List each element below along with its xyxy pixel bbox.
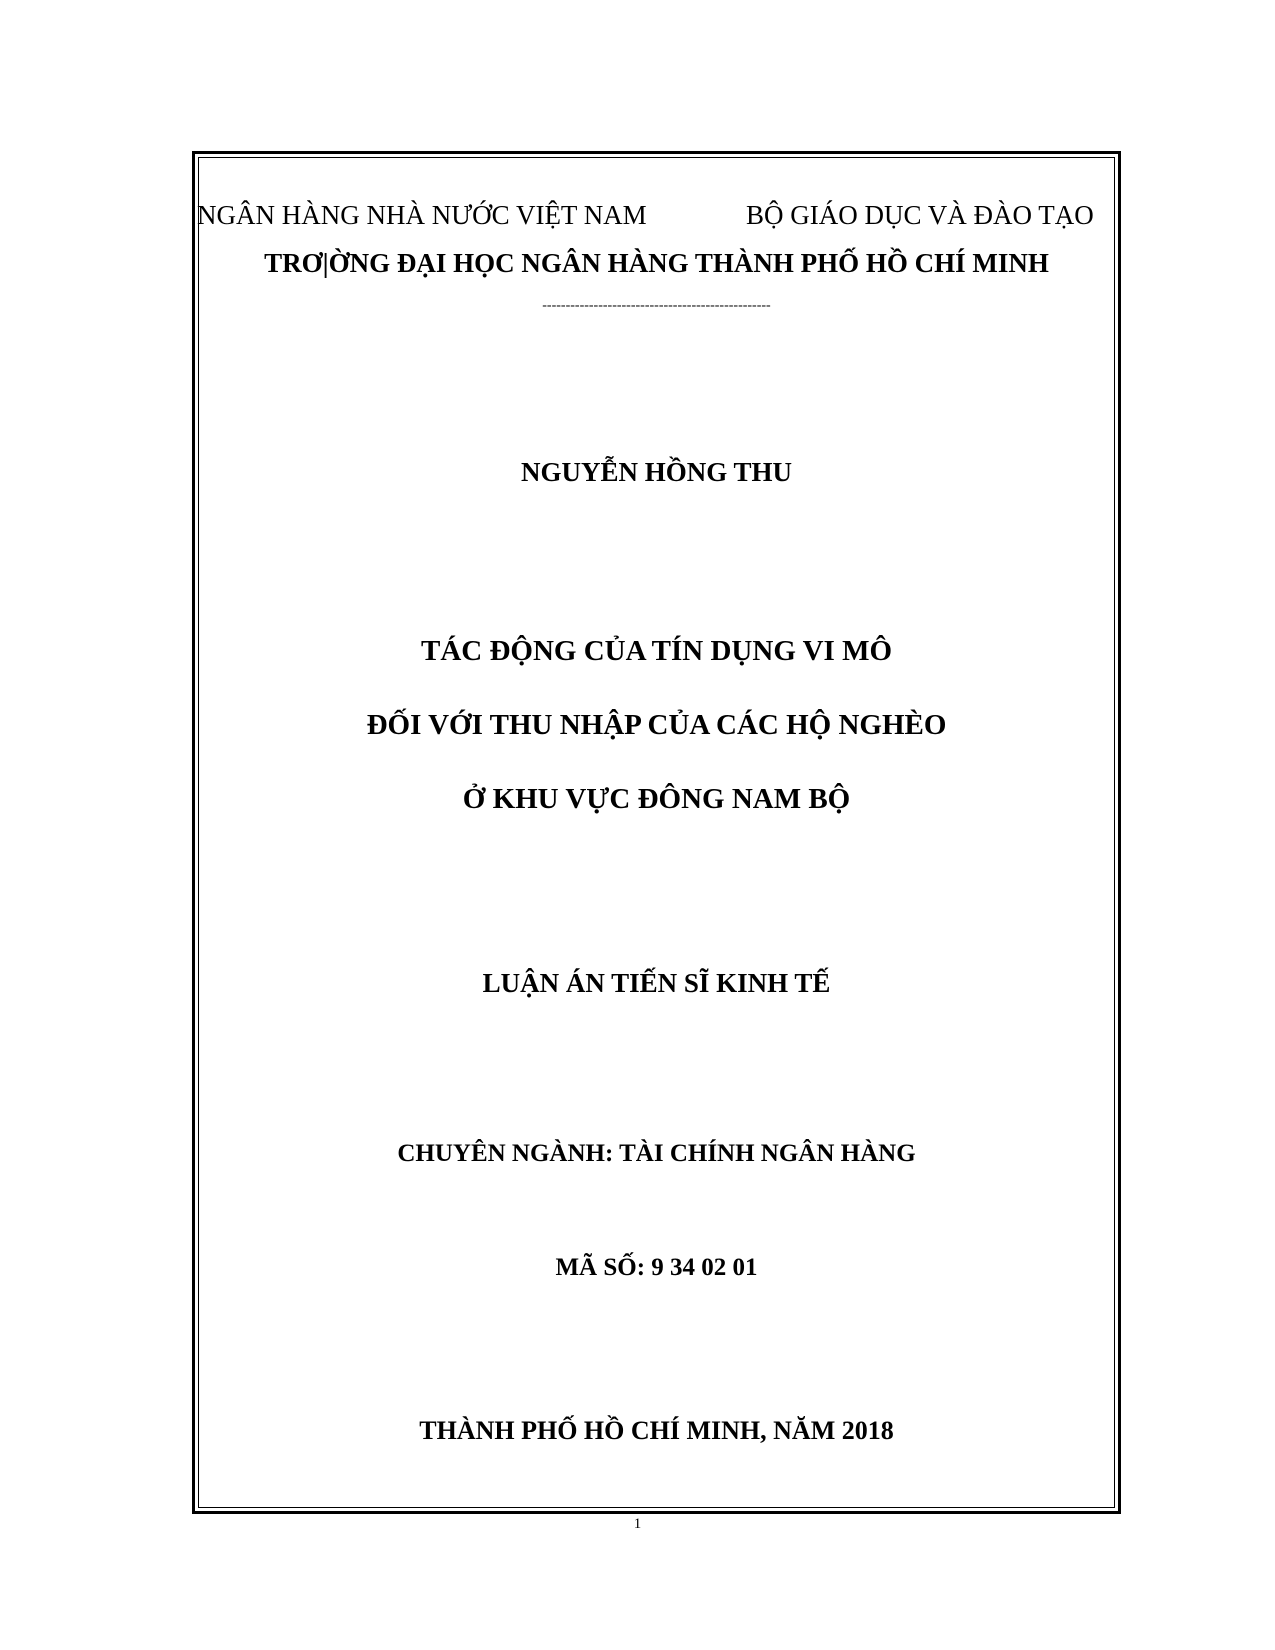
thesis-title-line-2: ĐỐI VỚI THU NHẬP CỦA CÁC HỘ NGHÈO xyxy=(366,709,947,741)
thesis-title-line-3: Ở KHU VỰC ĐÔNG NAM BỘ xyxy=(462,783,851,815)
author-name: NGUYỄN HỒNG THU xyxy=(520,457,793,487)
degree-type: LUẬN ÁN TIẾN SĨ KINH TẾ xyxy=(482,968,831,998)
major-field: CHUYÊN NGÀNH: TÀI CHÍNH NGÂN HÀNG xyxy=(397,1140,916,1167)
page-number: 1 xyxy=(633,1516,642,1532)
page-border-inner xyxy=(198,157,1115,1508)
left-agency-header: NGÂN HÀNG NHÀ NƯỚC VIỆT NAM xyxy=(197,200,647,230)
thesis-title-line-1: TÁC ĐỘNG CỦA TÍN DỤNG VI MÔ xyxy=(420,635,893,667)
university-name: TRƠ|ỜNG ĐẠI HỌC NGÂN HÀNG THÀNH PHỐ HỒ CHÍ MINH xyxy=(264,248,1049,278)
right-agency-header: BỘ GIÁO DỤC VÀ ĐÀO TẠO xyxy=(746,200,1094,230)
header-divider: ------------------------------------------------- xyxy=(542,298,771,313)
place-and-year: THÀNH PHỐ HỒ CHÍ MINH, NĂM 2018 xyxy=(419,1416,894,1445)
major-code: MÃ SỐ: 9 34 02 01 xyxy=(555,1254,758,1281)
